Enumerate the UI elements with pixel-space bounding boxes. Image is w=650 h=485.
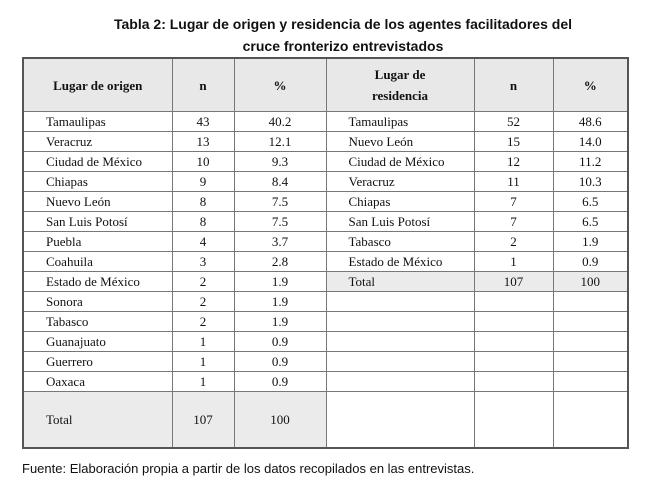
residence-pct: 11.2 [553,152,628,172]
origin-place: Guerrero [23,352,172,372]
residence-pct: 10.3 [553,172,628,192]
origin-n: 10 [172,152,234,172]
origin-place: San Luis Potosí [23,212,172,232]
origin-n: 1 [172,352,234,372]
origin-pct: 1.9 [234,312,326,332]
origin-n: 8 [172,192,234,212]
residence-total-label: Total [326,272,474,292]
empty-cell [553,312,628,332]
origin-n: 9 [172,172,234,192]
origin-pct: 7.5 [234,212,326,232]
origin-total-n: 107 [172,392,234,449]
origin-place: Tamaulipas [23,112,172,132]
origin-place: Coahuila [23,252,172,272]
table-row [23,272,628,292]
empty-cell [553,292,628,312]
residence-place: Ciudad de México [326,152,474,172]
table-row [23,192,628,212]
empty-cell [474,332,553,352]
origin-n: 13 [172,132,234,152]
origin-place: Estado de México [23,272,172,292]
origin-place: Chiapas [23,172,172,192]
residence-n: 1 [474,252,553,272]
header-pct-residence: % [553,58,628,112]
empty-cell [326,372,474,392]
origin-n: 1 [172,372,234,392]
residence-n: 11 [474,172,553,192]
table-row [23,312,628,332]
origin-n: 2 [172,312,234,332]
header-residence: Lugar de residencia [326,58,474,112]
residence-n: 15 [474,132,553,152]
header-row [23,58,628,112]
origin-place: Nuevo León [23,192,172,212]
origin-place: Ciudad de México [23,152,172,172]
table-title-line1: Tabla 2: Lugar de origen y residencia de los agentes facilitadores del [114,16,572,32]
table-row [23,232,628,252]
residence-place: Tamaulipas [326,112,474,132]
residence-pct: 6.5 [553,212,628,232]
origin-pct: 1.9 [234,292,326,312]
empty-cell [553,372,628,392]
empty-cell [553,392,628,449]
table-row [23,112,628,132]
header-n-residence: n [474,58,553,112]
origin-n: 4 [172,232,234,252]
residence-n: 12 [474,152,553,172]
origin-place: Veracruz [23,132,172,152]
empty-cell [326,312,474,332]
table-row [23,132,628,152]
origin-pct: 40.2 [234,112,326,132]
header-origin: Lugar de origen [23,58,172,112]
origin-n: 43 [172,112,234,132]
origin-pct: 0.9 [234,352,326,372]
residence-total-pct: 100 [553,272,628,292]
origin-n: 2 [172,292,234,312]
origin-pct: 12.1 [234,132,326,152]
origin-total-pct: 100 [234,392,326,449]
origin-pct: 8.4 [234,172,326,192]
empty-cell [474,312,553,332]
origin-place: Guanajuato [23,332,172,352]
residence-place: Nuevo León [326,132,474,152]
origin-n: 8 [172,212,234,232]
residence-pct: 48.6 [553,112,628,132]
residence-place: Tabasco [326,232,474,252]
empty-cell [474,292,553,312]
origin-residence-table [22,57,629,449]
origin-n: 3 [172,252,234,272]
empty-cell [553,352,628,372]
header-n-origin: n [172,58,234,112]
empty-cell [474,352,553,372]
origin-pct: 9.3 [234,152,326,172]
table-row [23,332,628,352]
empty-cell [474,372,553,392]
table-row [23,172,628,192]
residence-place: Chiapas [326,192,474,212]
origin-n: 1 [172,332,234,352]
origin-pct: 3.7 [234,232,326,252]
origin-pct: 2.8 [234,252,326,272]
empty-cell [326,292,474,312]
origin-place: Tabasco [23,312,172,332]
residence-n: 7 [474,192,553,212]
empty-cell [553,332,628,352]
empty-cell [326,352,474,372]
origin-total-label: Total [23,392,172,449]
residence-total-n: 107 [474,272,553,292]
origin-pct: 0.9 [234,372,326,392]
residence-place: Veracruz [326,172,474,192]
table-title [0,13,650,57]
residence-pct: 6.5 [553,192,628,212]
empty-cell [474,392,553,449]
residence-place: San Luis Potosí [326,212,474,232]
header-pct-origin: % [234,58,326,112]
origin-total-row [23,392,628,449]
table-row [23,292,628,312]
origin-n: 2 [172,272,234,292]
origin-place: Oaxaca [23,372,172,392]
residence-pct: 1.9 [553,232,628,252]
origin-place: Puebla [23,232,172,252]
empty-cell [326,332,474,352]
source-caption: Fuente: Elaboración propia a partir de los datos recopilados en las entrevistas. [22,461,475,476]
table-row [23,212,628,232]
origin-pct: 7.5 [234,192,326,212]
table-row [23,352,628,372]
residence-n: 2 [474,232,553,252]
table-row [23,152,628,172]
residence-n: 52 [474,112,553,132]
origin-pct: 0.9 [234,332,326,352]
table-row [23,252,628,272]
empty-cell [326,392,474,449]
residence-pct: 14.0 [553,132,628,152]
table-row [23,372,628,392]
residence-n: 7 [474,212,553,232]
origin-place: Sonora [23,292,172,312]
table-title-line2: cruce fronterizo entrevistados [242,38,444,54]
residence-pct: 0.9 [553,252,628,272]
residence-place: Estado de México [326,252,474,272]
origin-pct: 1.9 [234,272,326,292]
